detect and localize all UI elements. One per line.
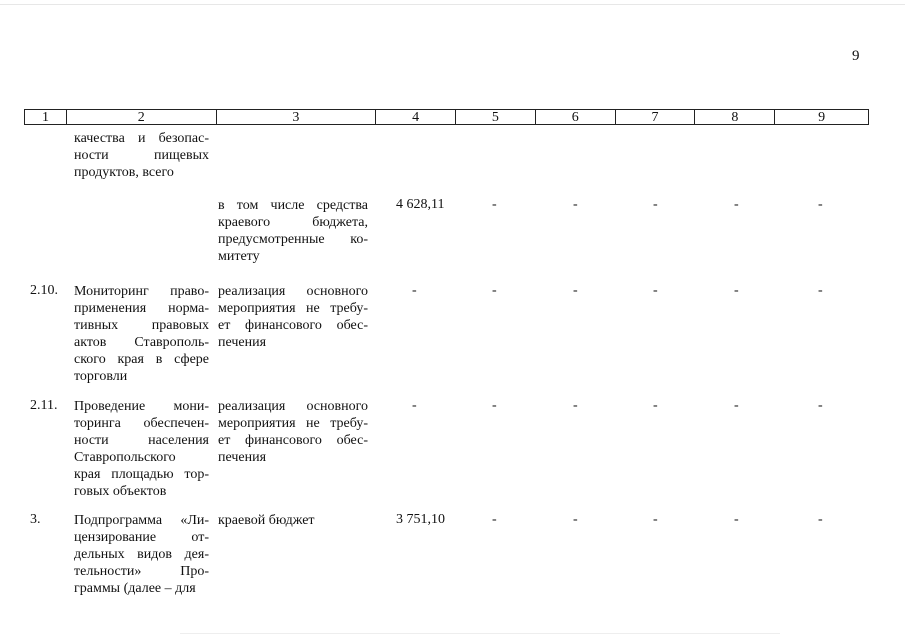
row-name-line: торинга обеспечен- xyxy=(74,416,209,431)
row-number: 2.10. xyxy=(30,283,58,298)
amount-year-4: - xyxy=(734,512,739,527)
amount-year-3: - xyxy=(653,398,658,413)
table-header-row xyxy=(24,109,869,125)
scan-artifact-bottom xyxy=(180,633,780,634)
header-cell-9: 9 xyxy=(818,110,826,125)
funding-source-line: мероприятия не требу- xyxy=(218,301,368,316)
amount-year-1: - xyxy=(492,398,497,413)
amount-year-2: - xyxy=(573,398,578,413)
row-name xyxy=(74,130,209,181)
header-cell-4: 4 xyxy=(376,110,456,124)
funding-source xyxy=(218,512,368,529)
funding-source-line: ет финансового обес- xyxy=(218,318,368,333)
row-name-line: ности населения xyxy=(74,433,209,448)
funding-source-line: печения xyxy=(218,335,267,350)
amount-year-2: - xyxy=(573,512,578,527)
funding-source-line: митету xyxy=(218,249,260,264)
header-cell-8: 8 xyxy=(695,110,775,124)
header-cell-3: 3 xyxy=(217,110,377,124)
funding-source-line: печения xyxy=(218,450,267,465)
row-name-line: продуктов, всего xyxy=(74,165,174,180)
header-cell-7: 7 xyxy=(616,110,696,124)
amount-year-3: - xyxy=(653,283,658,298)
row-name-line: тельности» Про- xyxy=(74,564,209,579)
row-name xyxy=(74,283,209,385)
amount-year-5: - xyxy=(818,197,823,212)
amount-year-4: - xyxy=(734,398,739,413)
amount-year-5: - xyxy=(818,398,823,413)
funding-source-line: мероприятия не требу- xyxy=(218,416,368,431)
funding-source xyxy=(218,197,368,265)
row-name-line: Мониторинг право- xyxy=(74,284,209,299)
amount-year-2: - xyxy=(573,197,578,212)
amount-year-4: - xyxy=(734,197,739,212)
funding-source xyxy=(218,283,368,351)
funding-source-line: реализация основного xyxy=(218,284,368,299)
row-name-line: Ставропольского xyxy=(74,450,176,465)
row-name-line: дельных видов дея- xyxy=(74,547,209,562)
row-name-line: ского края в сфере xyxy=(74,352,209,367)
row-name-line: качества и безопас- xyxy=(74,131,209,146)
row-name xyxy=(74,512,209,597)
row-name-line: говых объектов xyxy=(74,484,167,499)
funding-source-line: ет финансового обес- xyxy=(218,433,368,448)
amount-year-5: - xyxy=(818,512,823,527)
row-name-line: Подпрограмма «Ли- xyxy=(74,513,209,528)
page-number: 9 xyxy=(852,48,860,64)
amount-total: 4 628,11 xyxy=(396,197,445,212)
row-name-line: Проведение мони- xyxy=(74,399,209,414)
amount-year-5: - xyxy=(818,283,823,298)
row-name-line: тивных правовых xyxy=(74,318,209,333)
amount-year-3: - xyxy=(653,197,658,212)
row-number: 3. xyxy=(30,512,41,527)
row-name-line: граммы (далее – для xyxy=(74,581,196,596)
funding-source-line: краевого бюджета, xyxy=(218,215,368,230)
row-name-line: ности пищевых xyxy=(74,148,209,163)
amount-year-1: - xyxy=(492,512,497,527)
row-name-line: края площадью тор- xyxy=(74,467,209,482)
amount-total: - xyxy=(412,398,417,413)
header-cell-2: 2 xyxy=(67,110,217,124)
funding-source-line: в том числе средства xyxy=(218,198,368,213)
header-cell-1: 1 xyxy=(25,110,67,124)
row-name-line: торговли xyxy=(74,369,128,384)
funding-source-line: краевой бюджет xyxy=(218,513,315,528)
amount-year-3: - xyxy=(653,512,658,527)
amount-year-1: - xyxy=(492,197,497,212)
amount-year-1: - xyxy=(492,283,497,298)
row-name xyxy=(74,398,209,500)
row-name-line: актов Ставрополь- xyxy=(74,335,209,350)
funding-source-line: предусмотренные ко- xyxy=(218,232,368,247)
amount-total: 3 751,10 xyxy=(396,512,445,527)
scan-artifact-top xyxy=(0,4,905,5)
amount-year-4: - xyxy=(734,283,739,298)
row-number: 2.11. xyxy=(30,398,58,413)
header-cell-6: 6 xyxy=(536,110,616,124)
funding-source xyxy=(218,398,368,466)
amount-total: - xyxy=(412,283,417,298)
row-name-line: применения норма- xyxy=(74,301,209,316)
header-cell-5: 5 xyxy=(456,110,536,124)
funding-source-line: реализация основного xyxy=(218,399,368,414)
amount-year-2: - xyxy=(573,283,578,298)
row-name-line: цензирование от- xyxy=(74,530,209,545)
